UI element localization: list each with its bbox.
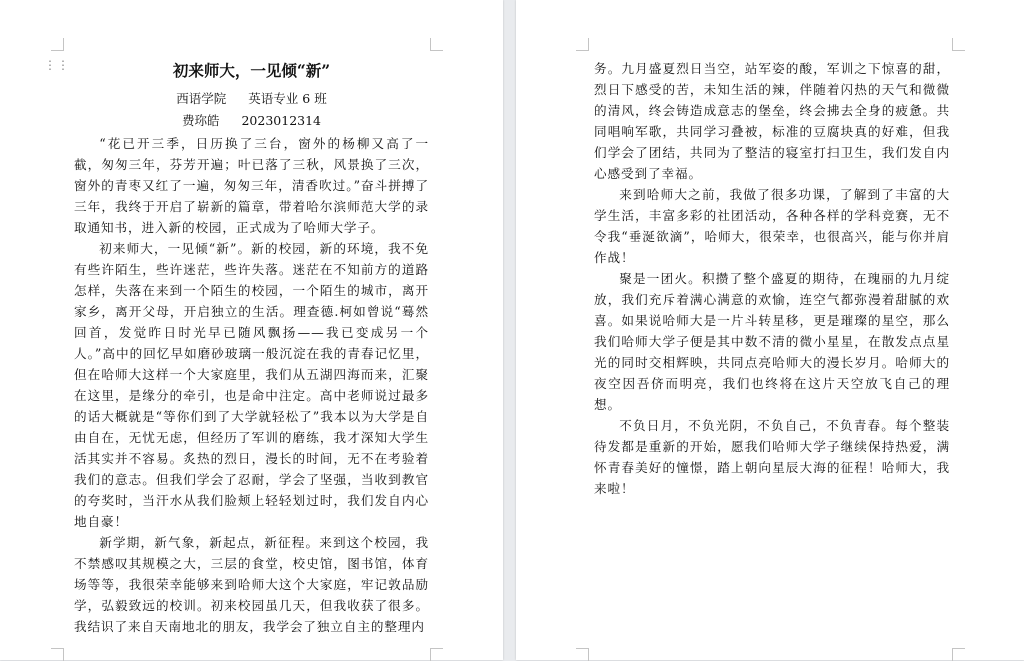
college-name: 西语学院 <box>176 91 227 106</box>
paragraph: 新学期，新气象，新起点，新征程。来到这个校园，我不禁感叹其规模之大，三层的食堂，校史馆，图书馆，体育场等等，我很荣幸能够来到哈师大这个大家庭，牢记敦品励学，弘毅致远的校训。初来校园虽几天，但我收获了很多。我结识了来自天南地北的朋友，我学会了独立自主的整理内 <box>74 535 429 634</box>
paragraph: 初来师大，一见倾“新”。新的校园，新的环境，我不免有些许陌生，些许迷茫，些许失落。迷茫在不知前方的道路怎样，失落在来到一个陌生的校园，一个陌生的城市，离开家乡，离开父母，开启独立的生活。理查德.柯如曾说“蓦然回首，发觉昨日时光早已随风飘扬——我已变成另一个人。”高中的回忆早如磨砂玻璃一般沉淀在我的青春记忆里，但在哈师大这样一个大家庭里，我们从五湖四海而来，汇聚在这里，是缘分的牵引，也是命中注定。高中老师说过最多的话大概就是“等你们到了大学就轻松了”我本以为大学是自由自在，无忧无虑，但经历了军训的磨练，我才深知大学生活其实并不容易。炙热的烈日，漫长的时间，无不在考验着我们的意志。但我们学会了忍耐，学会了坚强，当收到教官的夸奖时，当汗水从我们脸颊上轻轻划过时，我们发自内心地自豪！ <box>74 241 429 529</box>
paragraph: 聚是一团火。积攒了整个盛夏的期待，在瑰丽的九月绽放，我们充斥着满心满意的欢愉，连空气都弥漫着甜腻的欢喜。如果说哈师大是一片斗转星移，更是璀璨的星空，那么我们哈师大学子便是其中数不清的微小星星，在散发点点星光的同时交相辉映，共同点亮哈师大的漫长岁月。哈师大的夜空因吾侪而明亮，我们也终将在这片天空放飞自己的理想。 <box>594 271 950 412</box>
margin-corner-mark <box>430 648 443 661</box>
margin-corner-mark <box>430 38 443 51</box>
margin-corner-mark <box>952 38 965 51</box>
margin-corner-mark <box>51 648 64 661</box>
author-line <box>74 111 429 131</box>
class-name: 英语专业 6 班 <box>248 91 327 106</box>
margin-corner-mark <box>576 38 589 51</box>
document-body-right[interactable] <box>594 58 950 499</box>
margin-corner-mark <box>576 648 589 661</box>
margin-corner-mark <box>51 38 64 51</box>
document-body-left[interactable] <box>74 58 429 637</box>
author-name: 费珎皓 <box>181 113 220 128</box>
drag-handle-icon[interactable]: ⋮⋮ <box>44 58 70 72</box>
paragraph: 务。九月盛夏烈日当空，站军姿的酸，军训之下惊喜的甜，烈日下感受的苦，未知生活的辣，伴随着闪热的天气和微微的清风，终会铸造成意志的堡垒，终会拂去全身的疲惫。共同唱响军歌，共同学习叠被，标准的豆腐块真的好难，但我们学会了团结，共同为了整洁的寝室打扫卫生，我们发自内心感受到了幸福。 <box>594 61 950 181</box>
author-affiliation <box>74 89 429 109</box>
paragraph: 不负日月，不负光阴，不负自己，不负青春。每个整装待发都是重新的开始，愿我们哈师大学子继续保持热爱，满怀青春美好的憧憬，踏上朝向星辰大海的征程！哈师大，我来啦！ <box>594 418 950 496</box>
paragraph: 来到哈师大之前，我做了很多功课，了解到了丰富的大学生活，丰富多彩的社团活动，各种各样的学科竞赛，无不令我“垂涎欲滴”，哈师大，很荣幸，也很高兴，能与你并肩作战！ <box>594 187 950 265</box>
margin-corner-mark <box>952 648 965 661</box>
document-title: 初来师大，一见倾“新” <box>172 61 331 80</box>
student-id: 2023012314 <box>241 113 322 128</box>
paragraph: “花已开三季，日历换了三台，窗外的杨柳又高了一截，匆匆三年，芬芳开遍；叶已落了三秋，风景换了三次，窗外的青枣又红了一遍，匆匆三年，清香吹过。”奋斗拼搏了三年，我终于开启了崭新的篇章，带着哈尔滨师范大学的录取通知书，进入新的校园，正式成为了哈师大学子。 <box>74 136 429 235</box>
